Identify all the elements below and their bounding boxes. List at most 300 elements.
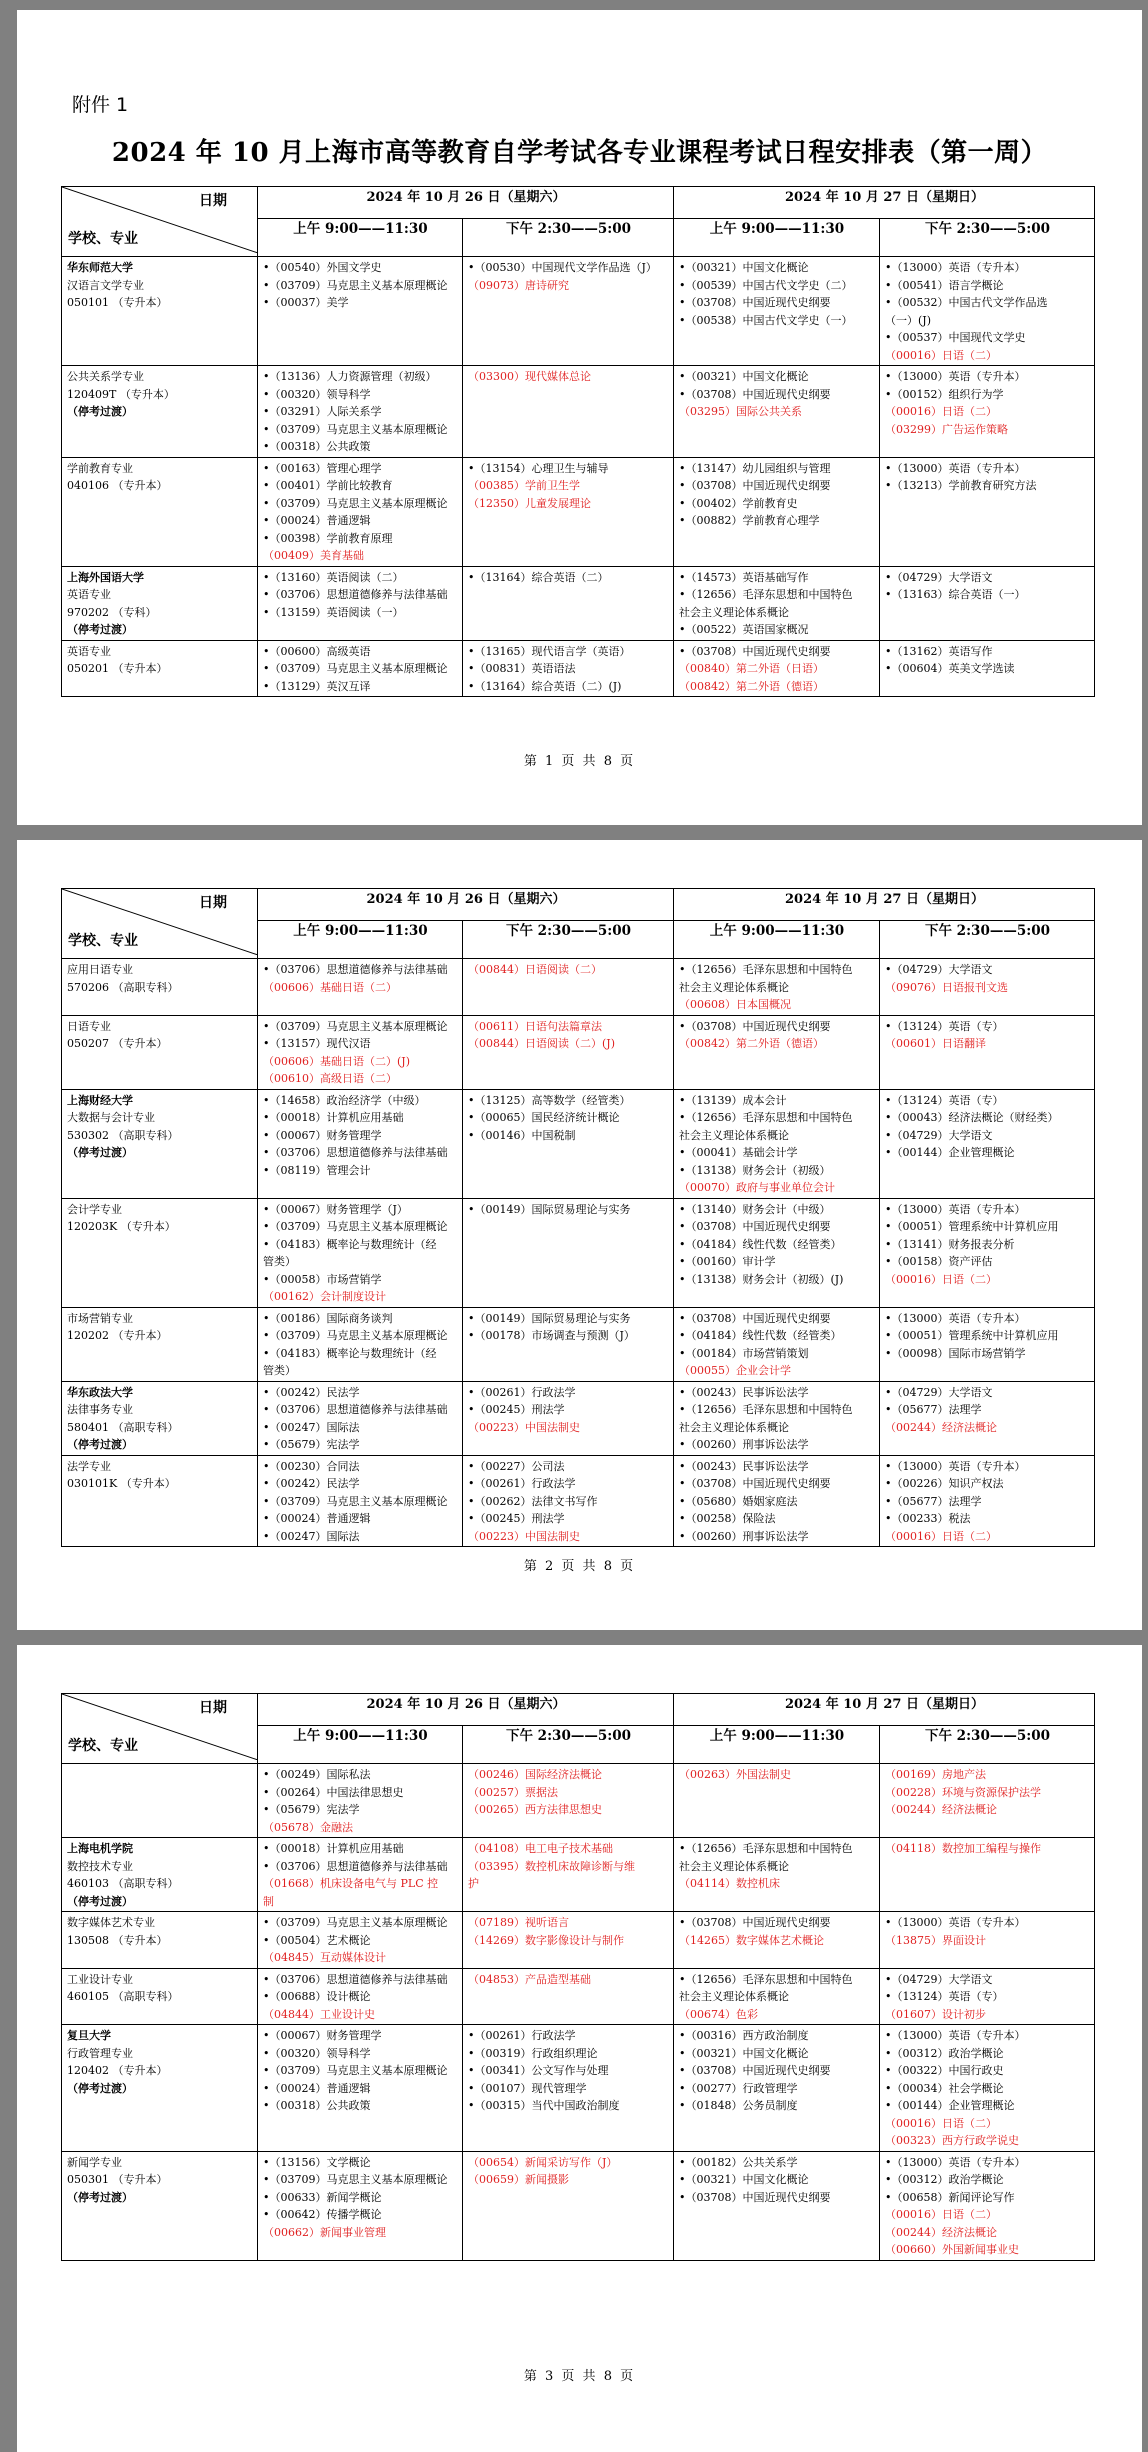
school-major-cell — [62, 640, 258, 697]
major-name: 数字媒体艺术专业 — [67, 1916, 155, 1929]
course-item: •（04729）大学语文 — [885, 1385, 993, 1399]
course-item: •（00315）当代中国政治制度 — [468, 2099, 620, 2112]
major-code: 120402 （专升本） — [67, 2064, 168, 2077]
course-item: •（03709）马克思主义基本原理概论 — [263, 2064, 448, 2077]
course-item: •（13000）英语（专升本） — [885, 370, 1026, 383]
school-major-cell — [62, 1089, 258, 1198]
major-name: 法律事务专业 — [67, 1403, 133, 1416]
session-cell — [880, 1912, 1095, 1969]
table-row — [62, 2025, 1095, 2152]
session-cell — [258, 2151, 463, 2260]
session-cell — [258, 1381, 463, 1455]
course-item: •（00242）民法学 — [263, 1385, 360, 1399]
course-item: •（03708）中国近现代史纲要 — [679, 387, 831, 401]
major-code: 530302 （高职专科） — [67, 1128, 179, 1142]
major-code: 460105 （高职专科） — [67, 1990, 179, 2003]
major-code: 120203K （专升本） — [67, 1220, 176, 1233]
course-item: •（03709）马克思主义基本原理概论 — [263, 2173, 448, 2186]
course-item: •（00261）行政法学 — [468, 1477, 576, 1490]
course-item: •（00178）市场调查与预测（J） — [468, 1329, 635, 1342]
header-row-dates — [62, 187, 1095, 219]
course-item: 管类） — [263, 1255, 296, 1268]
session-cell — [258, 1912, 463, 1969]
course-item: •（13140）财务会计（中级） — [679, 1202, 831, 1216]
course-item: （00016）日语（二） — [885, 1272, 997, 1286]
day2-header: 2024 年 10 月 27 日（星期日） — [674, 889, 1095, 921]
session-cell — [880, 1455, 1095, 1547]
course-item: •（03708）中国近现代史纲要 — [679, 1916, 831, 1929]
course-item: •（03708）中国近现代史纲要 — [679, 1311, 831, 1325]
day1-header: 2024 年 10 月 26 日（星期六） — [258, 187, 674, 219]
course-item: •（12656）毛泽东思想和中国特色 — [679, 1403, 853, 1416]
course-item: •（00321）中国文化概论 — [679, 2046, 809, 2060]
major-name: 日语专业 — [67, 1019, 111, 1033]
school-major-cell — [62, 1198, 258, 1307]
course-item: •（13165）现代语言学（英语） — [468, 644, 631, 658]
session-cell — [674, 457, 880, 566]
course-item: （00385）学前卫生学 — [468, 479, 580, 492]
course-item: •（00247）国际法 — [263, 1529, 360, 1543]
session-cell — [674, 566, 880, 640]
session-cell — [880, 366, 1095, 458]
session-cell — [258, 457, 463, 566]
course-item: •（00144）企业管理概论 — [885, 1146, 1015, 1159]
table-row — [62, 959, 1095, 1016]
course-item: （00055）企业会计学 — [679, 1364, 791, 1377]
school-major-cell — [62, 1912, 258, 1969]
course-item: •（00043）经济法概论（财经类） — [885, 1111, 1059, 1124]
course-item: •（13124）英语（专） — [885, 1990, 1004, 2003]
course-item: •（00322）中国行政史 — [885, 2064, 1004, 2077]
course-item: •（00537）中国现代文学史 — [885, 331, 1026, 344]
school-major-cell — [62, 2025, 258, 2152]
schedule-table — [61, 186, 1095, 697]
course-item: •（03709）马克思主义基本原理概论 — [263, 422, 448, 436]
session-cell — [258, 1764, 463, 1838]
course-item: •（13162）英语写作 — [885, 644, 993, 658]
course-item: •（00540）外国文学史 — [263, 261, 382, 274]
course-item: •（00034）社会学概论 — [885, 2081, 1004, 2095]
course-item: •（00320）领导科学 — [263, 2046, 371, 2060]
course-item: •（00688）设计概论 — [263, 1990, 371, 2003]
course-item: （00674）色彩 — [679, 2007, 758, 2021]
session-header-am: 上午 9:00——11:30 — [258, 219, 463, 257]
header-row-dates — [62, 1694, 1095, 1726]
course-item: （00601）日语翻译 — [885, 1037, 986, 1050]
course-item: （00016）日语（二） — [885, 2116, 997, 2130]
course-item: （00016）日语（二） — [885, 405, 997, 418]
major-code: 120409T （专升本） — [67, 387, 175, 401]
course-item: •（00604）英美文学选读 — [885, 662, 1015, 675]
session-header-am: 上午 9:00——11:30 — [258, 921, 463, 959]
course-item: •（04729）大学语文 — [885, 570, 993, 584]
course-item: •（00067）财务管理学（J） — [263, 1202, 408, 1216]
course-item: •（00262）法律文书写作 — [468, 1494, 598, 1508]
course-item: •（13000）英语（专升本） — [885, 261, 1026, 274]
transition-note: （停考过渡） — [67, 1894, 133, 1908]
course-item: （00257）票据法 — [468, 1785, 558, 1799]
course-item: （00606）基础日语（二） — [263, 980, 397, 994]
session-cell — [880, 1015, 1095, 1089]
major-name: 英语专业 — [67, 588, 111, 601]
course-item: •（03708）中国近现代史纲要 — [679, 2064, 831, 2077]
session-cell — [674, 1764, 880, 1838]
table-row — [62, 2151, 1095, 2260]
course-item: •（00067）财务管理学 — [263, 1128, 382, 1142]
course-item: •（00522）英语国家概况 — [679, 623, 809, 636]
day2-header: 2024 年 10 月 27 日（星期日） — [674, 1694, 1095, 1726]
course-item: （00660）外国新闻事业史 — [885, 2243, 1019, 2256]
course-item: •（00152）组织行为学 — [885, 387, 1004, 401]
session-cell — [674, 1198, 880, 1307]
school-major-cell — [62, 1015, 258, 1089]
course-item: •（00149）国际贸易理论与实务 — [468, 1311, 631, 1325]
course-item: （00608）日本国概况 — [679, 998, 791, 1011]
session-cell — [880, 640, 1095, 697]
course-item: •（00037）美学 — [263, 296, 349, 309]
session-cell — [880, 1764, 1095, 1838]
course-item: 制 — [263, 1894, 274, 1908]
course-item: （00840）第二外语（日语） — [679, 662, 824, 675]
course-item: •（00319）行政组织理论 — [468, 2046, 598, 2060]
course-item: •（00149）国际贸易理论与实务 — [468, 1202, 631, 1216]
course-item: •（13000）英语（专升本） — [885, 1311, 1026, 1325]
course-item: •（13000）英语（专升本） — [885, 2029, 1026, 2042]
session-cell — [880, 2151, 1095, 2260]
page-2 — [17, 840, 1142, 1630]
course-item: •（13164）综合英语（二） — [468, 570, 609, 584]
course-item: •（00041）基础会计学 — [679, 1146, 798, 1159]
session-cell — [880, 566, 1095, 640]
header-corner-cell — [62, 889, 258, 959]
course-item: •（13147）幼儿园组织与管理 — [679, 461, 831, 475]
page-number: 第 1 页 共 8 页 — [523, 754, 636, 769]
session-cell — [880, 1968, 1095, 2025]
course-item: •（00107）现代管理学 — [468, 2081, 587, 2095]
course-item: •（03708）中国近现代史纲要 — [679, 296, 831, 309]
course-item: •（00144）企业管理概论 — [885, 2099, 1015, 2112]
course-item: •（00264）中国法律思想史 — [263, 1785, 404, 1799]
course-item: •（13156）文学概论 — [263, 2155, 371, 2169]
course-item: •（00226）知识产权法 — [885, 1477, 1004, 1490]
course-item: •（00243）民事诉讼法学 — [679, 1459, 809, 1473]
course-item: •（03708）中国近现代史纲要 — [679, 1220, 831, 1233]
major-name: 市场营销专业 — [67, 1311, 133, 1325]
day1-header: 2024 年 10 月 26 日（星期六） — [258, 1694, 674, 1726]
session-cell — [258, 1838, 463, 1912]
session-cell — [463, 959, 674, 1016]
session-cell — [674, 640, 880, 697]
course-item: •（00065）国民经济统计概论 — [468, 1111, 620, 1124]
course-item: •（13000）英语（专升本） — [885, 461, 1026, 475]
major-code: 050207 （专升本） — [67, 1037, 168, 1050]
school-major-cell — [62, 366, 258, 458]
course-item: •（12656）毛泽东思想和中国特色 — [679, 1972, 853, 1986]
session-header-pm: 下午 2:30——5:00 — [463, 219, 674, 257]
course-item: （00016）日语（二） — [885, 348, 997, 362]
course-item: •（00058）市场营销学 — [263, 1272, 382, 1286]
school-major-cell — [62, 1838, 258, 1912]
course-item: •（01848）公务员制度 — [679, 2099, 798, 2112]
course-item: •（00245）刑法学 — [468, 1512, 565, 1525]
table-row — [62, 1764, 1095, 1838]
course-item: •（13124）英语（专） — [885, 1019, 1004, 1033]
course-item: （14269）数字影像设计与制作 — [468, 1933, 624, 1947]
session-header-pm: 下午 2:30——5:00 — [880, 1726, 1095, 1764]
course-item: •（03709）马克思主义基本原理概论 — [263, 1494, 448, 1508]
session-cell — [674, 959, 880, 1016]
course-item: •（00158）资产评估 — [885, 1255, 993, 1268]
major-code: 580401 （高职专科） — [67, 1420, 179, 1434]
course-item: •（00538）中国古代文学史（一） — [679, 313, 853, 327]
course-item: •（03709）马克思主义基本原理概论 — [263, 1220, 448, 1233]
course-item: •（12656）毛泽东思想和中国特色 — [679, 963, 853, 976]
course-item: •（04183）概率论与数理统计（经 — [263, 1346, 437, 1360]
course-item: •（00318）公共政策 — [263, 2099, 371, 2112]
course-item: •（00600）高级英语 — [263, 644, 371, 658]
course-item: •（00261）行政法学 — [468, 2029, 576, 2042]
course-item: （01668）机床设备电气与 PLC 控 — [263, 1877, 439, 1890]
course-item: •（00260）刑事诉讼法学 — [679, 1438, 809, 1451]
session-cell — [258, 257, 463, 366]
course-item: •（03708）中国近现代史纲要 — [679, 644, 831, 658]
course-item: （00244）经济法概论 — [885, 2225, 997, 2239]
course-item: •（00320）领导科学 — [263, 387, 371, 401]
session-header-am: 上午 9:00——11:30 — [258, 1726, 463, 1764]
course-item: •（13125）高等数学（经管类） — [468, 1093, 631, 1107]
course-item: •（00402）学前教育史 — [679, 496, 798, 510]
session-cell — [463, 1838, 674, 1912]
course-item: •（13136）人力资源管理（初级） — [263, 370, 437, 383]
course-item: •（00642）传播学概论 — [263, 2208, 382, 2221]
session-cell — [674, 366, 880, 458]
table-row — [62, 1198, 1095, 1307]
course-item: 管类） — [263, 1364, 296, 1377]
course-item: （01607）设计初步 — [885, 2007, 986, 2021]
course-item: •（00541）语言学概论 — [885, 278, 1004, 292]
course-item: •（00633）新闻学概论 — [263, 2190, 382, 2204]
course-item: （00223）中国法制史 — [468, 1529, 580, 1543]
course-item: •（03706）思想道德修养与法律基础 — [263, 588, 448, 601]
session-cell — [674, 1307, 880, 1381]
session-cell — [258, 640, 463, 697]
course-item: •（04729）大学语文 — [885, 1972, 993, 1986]
course-item: •（00098）国际市场营销学 — [885, 1346, 1026, 1360]
schedule-table — [61, 888, 1095, 1547]
course-item: •（03706）思想道德修养与法律基础 — [263, 1859, 448, 1873]
course-item: •（13000）英语（专升本） — [885, 1459, 1026, 1473]
course-item: •（13138）财务会计（初级）(J) — [679, 1272, 844, 1286]
course-item: •（03709）马克思主义基本原理概论 — [263, 1019, 448, 1033]
course-item: （14265）数字媒体艺术概论 — [679, 1933, 824, 1947]
course-item: •（13000）英语（专升本） — [885, 2155, 1026, 2169]
major-name: 公共关系学专业 — [67, 370, 144, 383]
major-name: 汉语言文学专业 — [67, 278, 144, 292]
course-item: •（13138）财务会计（初级） — [679, 1163, 831, 1177]
header-corner-cell — [62, 1694, 258, 1764]
course-item: •（05680）婚姻家庭法 — [679, 1494, 798, 1508]
course-item: •（00277）行政管理学 — [679, 2081, 798, 2095]
session-cell — [463, 1968, 674, 2025]
school-major-cell — [62, 1764, 258, 1838]
major-code: 120202 （专升本） — [67, 1329, 168, 1342]
course-item: •（00182）公共关系学 — [679, 2155, 798, 2169]
course-item: •（00146）中国税制 — [468, 1128, 576, 1142]
course-item: •（13157）现代汉语 — [263, 1037, 371, 1050]
session-cell — [258, 1307, 463, 1381]
course-item: •（00242）民法学 — [263, 1477, 360, 1490]
session-cell — [674, 1015, 880, 1089]
course-item: •（03706）思想道德修养与法律基础 — [263, 1146, 448, 1159]
course-item: （04118）数控加工编程与操作 — [885, 1842, 1041, 1855]
session-header-pm: 下午 2:30——5:00 — [880, 219, 1095, 257]
day1-header: 2024 年 10 月 26 日（星期六） — [258, 889, 674, 921]
school-label: 学校、专业 — [68, 230, 138, 247]
course-item: •（13213）学前教育研究方法 — [885, 479, 1037, 492]
school-major-cell — [62, 1968, 258, 2025]
course-item: •（13163）综合英语（一） — [885, 588, 1026, 601]
school-name: 华东政法大学 — [67, 1385, 133, 1399]
date-label: 日期 — [199, 193, 227, 209]
session-cell — [463, 1764, 674, 1838]
course-item: •（00312）政治学概论 — [885, 2173, 1004, 2186]
table-row — [62, 1381, 1095, 1455]
course-item: （00265）西方法律思想史 — [468, 1803, 602, 1816]
session-cell — [674, 1381, 880, 1455]
course-item: •（04729）大学语文 — [885, 963, 993, 976]
session-header-am: 上午 9:00——11:30 — [674, 219, 880, 257]
major-name: 数控技术专业 — [67, 1859, 133, 1873]
course-item: •（03709）马克思主义基本原理概论 — [263, 1916, 448, 1929]
major-code: 050301 （专升本） — [67, 2173, 168, 2186]
course-item: •（03708）中国近现代史纲要 — [679, 1477, 831, 1490]
session-cell — [463, 257, 674, 366]
course-item: （00246）国际经济法概论 — [468, 1768, 602, 1781]
session-cell — [463, 1015, 674, 1089]
session-cell — [258, 1089, 463, 1198]
course-item: •（00882）学前教育心理学 — [679, 514, 820, 527]
course-item: •（03708）中国近现代史纲要 — [679, 2190, 831, 2204]
session-cell — [463, 1912, 674, 1969]
course-item: •（03709）马克思主义基本原理概论 — [263, 1329, 448, 1342]
course-item: （00263）外国法制史 — [679, 1768, 791, 1781]
course-item: •（00261）行政法学 — [468, 1385, 576, 1399]
table-row — [62, 1838, 1095, 1912]
major-name: 学前教育专业 — [67, 461, 133, 475]
course-item: •（03709）马克思主义基本原理概论 — [263, 278, 448, 292]
course-item: •（13164）综合英语（二）(J) — [468, 679, 622, 693]
course-item: （00844）日语阅读（二） — [468, 963, 602, 976]
major-code: 050201 （专升本） — [67, 662, 168, 675]
course-item: •（00227）公司法 — [468, 1459, 565, 1473]
course-item: •（05677）法理学 — [885, 1494, 982, 1508]
course-item: •（00160）审计学 — [679, 1255, 776, 1268]
course-item: •（05677）法理学 — [885, 1403, 982, 1416]
course-item: •（03706）思想道德修养与法律基础 — [263, 1403, 448, 1416]
schedule-table — [61, 1693, 1095, 2261]
major-name: 新闻学专业 — [67, 2155, 122, 2169]
attachment-label: 附件 1 — [72, 94, 129, 116]
course-item: （00662）新闻事业管理 — [263, 2225, 386, 2239]
date-label: 日期 — [199, 895, 227, 911]
course-item: （12350）儿童发展理论 — [468, 496, 591, 510]
course-item: （00654）新闻采访写作（J） — [468, 2155, 618, 2169]
header-row-dates — [62, 889, 1095, 921]
major-name: 会计学专业 — [67, 1202, 122, 1216]
course-item: •（04184）线性代数（经管类） — [679, 1237, 842, 1251]
course-item: （00016）日语（二） — [885, 2208, 997, 2221]
course-item: •（03706）思想道德修养与法律基础 — [263, 963, 448, 976]
session-cell — [463, 457, 674, 566]
course-item: 社会主义理论体系概论 — [679, 1420, 789, 1434]
session-cell — [463, 1198, 674, 1307]
course-item: •（00258）保险法 — [679, 1512, 776, 1525]
course-item: •（12656）毛泽东思想和中国特色 — [679, 1111, 853, 1124]
session-cell — [463, 566, 674, 640]
course-item: •（00247）国际法 — [263, 1420, 360, 1434]
course-item: （04108）电工电子技术基础 — [468, 1842, 613, 1855]
course-item: 社会主义理论体系概论 — [679, 1990, 789, 2003]
transition-note: （停考过渡） — [67, 1438, 133, 1451]
course-item: •（04184）线性代数（经管类） — [679, 1329, 842, 1342]
table-row — [62, 1307, 1095, 1381]
course-item: •（03291）人际关系学 — [263, 405, 382, 418]
course-item: 社会主义理论体系概论 — [679, 1859, 789, 1873]
course-item: •（00230）合同法 — [263, 1459, 360, 1473]
course-item: •（00658）新闻评论写作 — [885, 2190, 1015, 2204]
major-code: 130508 （专升本） — [67, 1933, 168, 1947]
course-item: •（00341）公文写作与处理 — [468, 2064, 609, 2077]
session-cell — [258, 2025, 463, 2152]
course-item: （00409）美育基础 — [263, 549, 364, 562]
transition-note: （停考过渡） — [67, 2081, 133, 2095]
course-item: （00842）第二外语（德语） — [679, 1037, 824, 1050]
table-row — [62, 640, 1095, 697]
course-item: •（00243）民事诉讼法学 — [679, 1385, 809, 1399]
course-item: 社会主义理论体系概论 — [679, 1128, 789, 1142]
course-item: （09076）日语报刊文选 — [885, 980, 1008, 994]
date-label: 日期 — [199, 1700, 227, 1716]
session-cell — [258, 1198, 463, 1307]
session-cell — [674, 2151, 880, 2260]
course-item: •（05679）宪法学 — [263, 1438, 360, 1451]
course-item: •（00321）中国文化概论 — [679, 370, 809, 383]
major-name: 应用日语专业 — [67, 963, 133, 976]
table-row — [62, 366, 1095, 458]
course-item: （03300）现代媒体总论 — [468, 370, 591, 383]
session-cell — [463, 2025, 674, 2152]
course-item: （00016）日语（二） — [885, 1529, 997, 1543]
course-item: （04844）工业设计史 — [263, 2007, 375, 2021]
document-title: 2024 年 10 月上海市高等教育自学考试各专业课程考试日程安排表（第一周） — [111, 138, 1048, 168]
course-item: •（00051）管理系统中计算机应用 — [885, 1329, 1059, 1342]
course-item: （03395）数控机床故障诊断与维 — [468, 1859, 635, 1873]
session-cell — [674, 1089, 880, 1198]
transition-note: （停考过渡） — [67, 2190, 133, 2204]
course-item: •（13129）英汉互译 — [263, 679, 371, 693]
course-item: （00610）高级日语（二） — [263, 1072, 397, 1085]
course-item: （00162）会计制度设计 — [263, 1290, 386, 1303]
school-label: 学校、专业 — [68, 932, 138, 949]
course-item: •（00260）刑事诉讼法学 — [679, 1529, 809, 1543]
session-cell — [258, 1015, 463, 1089]
course-item: •（00532）中国古代文学作品选 — [885, 296, 1048, 309]
course-item: •（00530）中国现代文学作品选（J） — [468, 261, 657, 274]
table-row — [62, 457, 1095, 566]
school-major-cell — [62, 566, 258, 640]
course-item: •（04183）概率论与数理统计（经 — [263, 1237, 437, 1251]
major-name: 英语专业 — [67, 644, 111, 658]
